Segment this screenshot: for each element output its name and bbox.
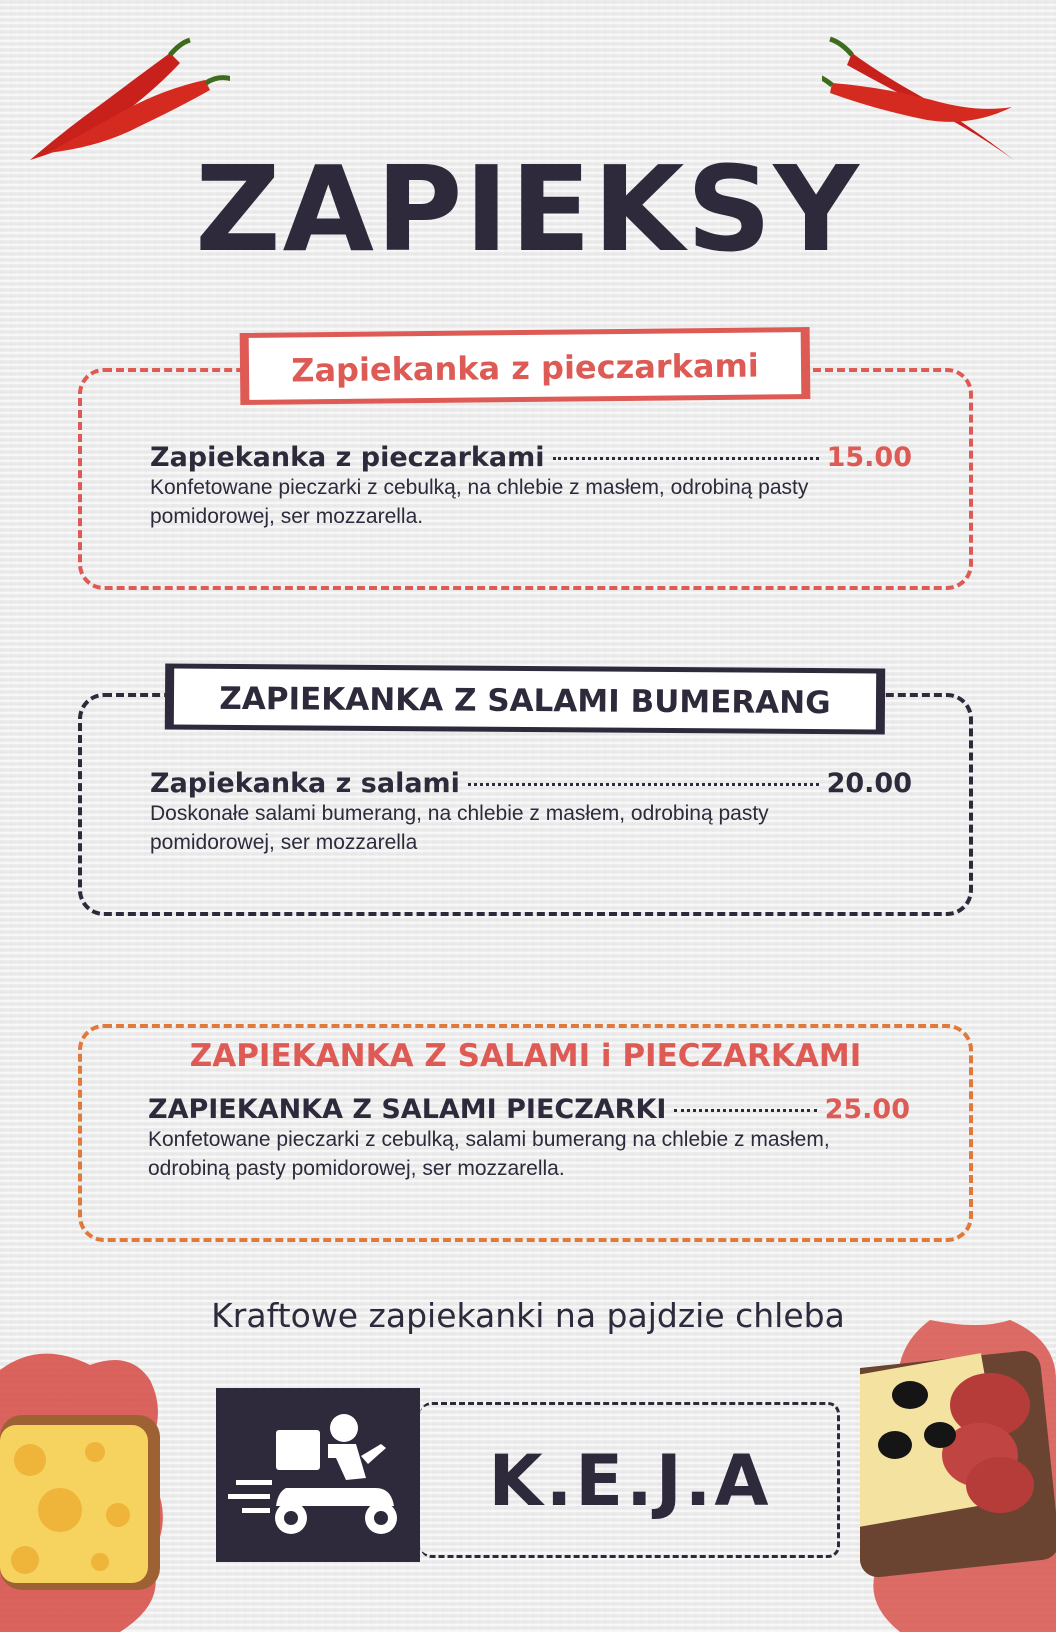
delivery-badge xyxy=(216,1388,420,1562)
section-1-banner-label: Zapiekanka z pieczarkami xyxy=(291,346,759,390)
menu-item-3-leader xyxy=(674,1109,816,1112)
section-3-banner xyxy=(78,1038,973,1074)
cheese-toast-icon xyxy=(0,1340,190,1632)
tagline: Kraftowe zapiekanki na pajdzie chleba xyxy=(211,1296,845,1335)
page-title: ZAPIEKSY xyxy=(195,140,861,278)
brand-name: K.E.J.A xyxy=(488,1440,772,1522)
menu-item-1-name: Zapiekanka z pieczarkami xyxy=(150,442,545,473)
menu-item-3-description: Konfetowane pieczarki z cebulką, salami bumerang na chlebie z masłem, odrobiną pasty pomidorowej, ser mozzarella. xyxy=(148,1128,830,1180)
menu-item-1-leader xyxy=(553,457,819,460)
menu-item-3 xyxy=(148,1094,910,1183)
section-3-banner-label: ZAPIEKANKA Z SALAMI i PIECZARKAMI xyxy=(189,1038,862,1074)
section-1-banner xyxy=(240,327,811,405)
menu-item-2 xyxy=(150,768,912,857)
menu-item-3-price: 25.00 xyxy=(824,1094,910,1125)
menu-item-2-description: Doskonałe salami bumerang, na chlebie z masłem, odrobiną pasty pomidorowej, ser mozzarella xyxy=(150,802,769,854)
menu-item-1-description: Konfetowane pieczarki z cebulką, na chlebie z masłem, odrobiną pasty pomidorowej, ser mozzarella. xyxy=(150,476,809,528)
menu-item-1 xyxy=(150,442,912,531)
menu-item-2-name: Zapiekanka z salami xyxy=(150,768,460,799)
menu-item-2-price: 20.00 xyxy=(826,768,912,799)
section-2-banner xyxy=(165,663,885,734)
section-2-banner-label: ZAPIEKANKA Z SALAMI BUMERANG xyxy=(219,680,831,722)
menu-item-2-leader xyxy=(468,783,819,786)
salami-toast-icon xyxy=(860,1320,1056,1632)
menu-item-3-name: ZAPIEKANKA Z SALAMI PIECZARKI xyxy=(148,1094,667,1125)
delivery-scooter-icon xyxy=(216,1388,420,1562)
menu-item-1-price: 15.00 xyxy=(826,442,912,473)
